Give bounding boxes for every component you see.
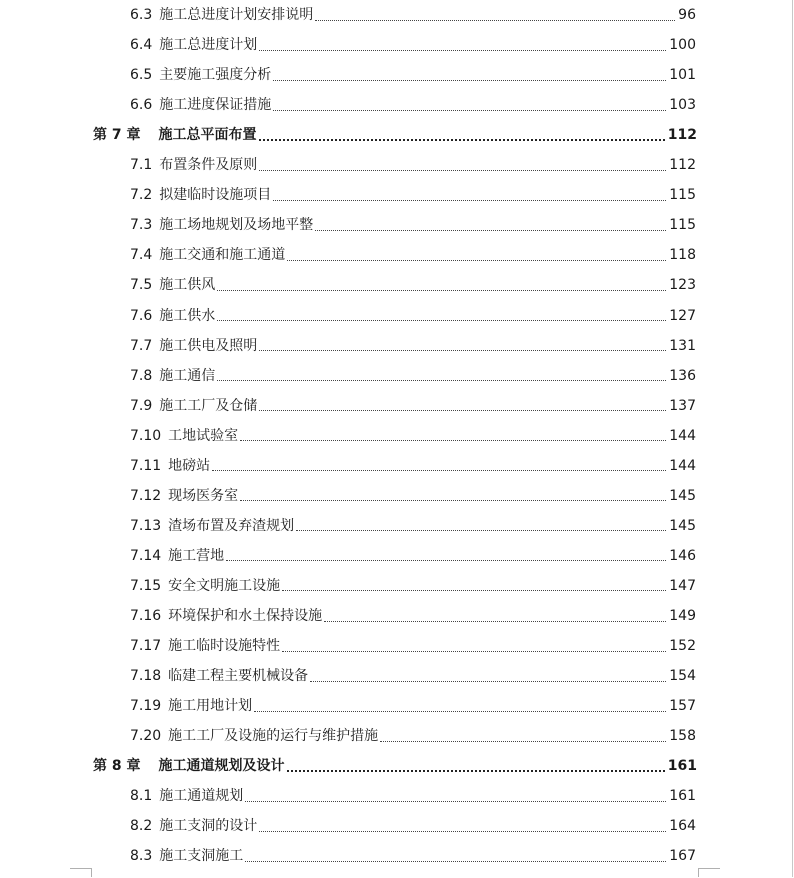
toc-dot-leader bbox=[259, 350, 666, 351]
toc-dot-leader bbox=[217, 320, 666, 321]
toc-entry-label bbox=[130, 517, 294, 535]
toc-page-number: 145 bbox=[669, 517, 696, 534]
toc-entry-title: 地磅站 bbox=[168, 457, 211, 474]
toc-section-entry[interactable] bbox=[0, 240, 794, 270]
toc-entry-title: 工地试验室 bbox=[168, 427, 239, 444]
toc-section-entry[interactable] bbox=[0, 721, 794, 751]
toc-entry-number: 7.3 bbox=[130, 217, 153, 234]
toc-section-entry[interactable] bbox=[0, 60, 794, 90]
toc-entry-number: 7.9 bbox=[130, 397, 153, 414]
toc-entry-number: 8.1 bbox=[130, 788, 153, 805]
toc-page-number: 136 bbox=[669, 367, 696, 384]
toc-entry-number: 7.15 bbox=[130, 577, 162, 594]
toc-entry-title: 主要施工强度分析 bbox=[159, 67, 272, 84]
toc-page-number: 115 bbox=[669, 187, 696, 204]
toc-entry-title: 环境保护和水土保持设施 bbox=[168, 608, 323, 624]
toc-dot-leader bbox=[380, 741, 666, 742]
toc-entry-number: 7.11 bbox=[130, 457, 162, 474]
toc-dot-leader bbox=[282, 651, 666, 652]
toc-entry-title: 现场医务室 bbox=[168, 487, 239, 504]
toc-dot-leader bbox=[245, 801, 666, 802]
toc-page-number: 103 bbox=[669, 97, 696, 114]
toc-dot-leader bbox=[315, 230, 666, 231]
toc-section-entry[interactable] bbox=[0, 691, 794, 721]
toc-entry-number: 7.7 bbox=[130, 337, 153, 354]
toc-entry-title: 施工交通和施工通道 bbox=[159, 247, 286, 264]
toc-entry-title: 布置条件及原则 bbox=[159, 157, 258, 174]
toc-entry-label bbox=[130, 667, 308, 685]
toc-entry-label bbox=[130, 817, 257, 835]
toc-dot-leader bbox=[273, 110, 666, 111]
toc-entry-label bbox=[130, 697, 252, 715]
toc-page-number: 131 bbox=[669, 337, 696, 354]
toc-page-number: 152 bbox=[669, 638, 696, 655]
toc-entry-label bbox=[93, 126, 257, 144]
toc-entry-label bbox=[130, 727, 378, 745]
toc-dot-leader bbox=[259, 50, 666, 51]
toc-entry-number: 7.13 bbox=[130, 517, 162, 534]
toc-entry-number: 7.17 bbox=[130, 638, 162, 655]
toc-dot-leader bbox=[212, 470, 666, 471]
toc-dot-leader bbox=[226, 560, 666, 561]
toc-entry-title: 施工总平面布置 bbox=[158, 127, 257, 144]
toc-entry-title: 施工支洞的设计 bbox=[159, 818, 258, 835]
toc-section-entry[interactable] bbox=[0, 270, 794, 300]
toc-entry-number: 7.16 bbox=[130, 608, 162, 624]
toc-dot-leader bbox=[259, 170, 666, 171]
toc-page-number: 158 bbox=[669, 728, 696, 745]
toc-entry-title: 拟建临时设施项目 bbox=[159, 187, 272, 204]
toc-dot-leader bbox=[240, 440, 666, 441]
toc-section-entry[interactable] bbox=[0, 511, 794, 541]
toc-section-entry[interactable] bbox=[0, 481, 794, 511]
toc-section-entry[interactable] bbox=[0, 781, 794, 811]
toc-section-entry[interactable] bbox=[0, 150, 794, 180]
toc-dot-leader bbox=[240, 500, 666, 501]
toc-entry-label bbox=[130, 36, 257, 54]
toc-dot-leader bbox=[287, 260, 666, 261]
toc-entry-title: 施工通信 bbox=[159, 367, 216, 384]
toc-dot-leader bbox=[259, 139, 665, 141]
toc-entry-title: 施工通道规划 bbox=[159, 788, 244, 805]
toc-page-number: 157 bbox=[669, 698, 696, 715]
toc-page-number: 137 bbox=[669, 397, 696, 414]
toc-dot-leader bbox=[324, 621, 666, 622]
toc-dot-leader bbox=[287, 770, 665, 772]
toc-entry-number: 7.4 bbox=[130, 247, 153, 264]
toc-section-entry[interactable] bbox=[0, 571, 794, 601]
toc-entry-title: 施工支洞施工 bbox=[159, 848, 244, 865]
toc-page-number: 145 bbox=[669, 487, 696, 504]
toc-dot-leader bbox=[217, 380, 666, 381]
toc-entry-label bbox=[130, 156, 257, 174]
toc-page-number: 115 bbox=[669, 217, 696, 234]
toc-entry-number: 6.5 bbox=[130, 67, 153, 84]
toc-entry-label bbox=[130, 6, 313, 24]
toc-section-entry[interactable] bbox=[0, 331, 794, 361]
toc-section-entry[interactable] bbox=[0, 841, 794, 871]
toc-entry-label bbox=[130, 607, 322, 625]
toc-entry-label bbox=[130, 96, 271, 114]
toc-entry-number: 第 8 章 bbox=[93, 758, 141, 775]
toc-section-entry[interactable] bbox=[0, 811, 794, 841]
toc-section-entry[interactable] bbox=[0, 391, 794, 421]
toc-entry-label bbox=[130, 246, 285, 264]
toc-entry-title: 施工总进度计划 bbox=[159, 37, 258, 54]
toc-section-entry[interactable] bbox=[0, 90, 794, 120]
toc-chapter-entry[interactable] bbox=[0, 120, 794, 150]
toc-page-number: 144 bbox=[669, 457, 696, 474]
toc-dot-leader bbox=[259, 410, 666, 411]
toc-entry-label bbox=[130, 337, 257, 355]
toc-chapter-entry[interactable] bbox=[0, 751, 794, 781]
toc-entry-label bbox=[93, 757, 285, 775]
toc-dot-leader bbox=[217, 290, 666, 291]
toc-entry-title: 施工供水 bbox=[159, 307, 216, 324]
toc-section-entry[interactable] bbox=[0, 601, 794, 631]
toc-section-entry[interactable] bbox=[0, 361, 794, 391]
toc-entry-title: 施工供电及照明 bbox=[159, 337, 258, 354]
toc-page-number: 100 bbox=[669, 37, 696, 54]
toc-section-entry[interactable] bbox=[0, 661, 794, 691]
toc-entry-label bbox=[130, 276, 215, 294]
toc-entry-label bbox=[130, 787, 243, 805]
toc-entry-number: 7.1 bbox=[130, 157, 153, 174]
toc-entry-title: 施工通道规划及设计 bbox=[158, 758, 285, 775]
toc-page-number: 112 bbox=[667, 127, 697, 144]
toc-page-number: 112 bbox=[669, 157, 696, 174]
toc-page-number: 123 bbox=[669, 277, 696, 294]
toc-section-entry[interactable] bbox=[0, 301, 794, 331]
toc-section-entry[interactable] bbox=[0, 451, 794, 481]
toc-entry-label bbox=[130, 577, 280, 595]
toc-page-number: 118 bbox=[669, 247, 696, 264]
toc-dot-leader bbox=[273, 80, 666, 81]
toc-entry-title: 施工供风 bbox=[159, 277, 216, 294]
toc-section-entry[interactable] bbox=[0, 210, 794, 240]
toc-entry-label bbox=[130, 547, 224, 565]
toc-page-number: 154 bbox=[669, 668, 696, 685]
toc-section-entry[interactable] bbox=[0, 421, 794, 451]
toc-dot-leader bbox=[282, 590, 666, 591]
toc-entry-title: 渣场布置及弃渣规划 bbox=[168, 517, 295, 534]
toc-entry-title: 施工用地计划 bbox=[168, 698, 253, 715]
toc-entry-label bbox=[130, 637, 280, 655]
toc-entry-label bbox=[130, 457, 210, 475]
toc-dot-leader bbox=[315, 20, 675, 21]
toc-dot-leader bbox=[310, 681, 666, 682]
toc-page-number: 144 bbox=[669, 427, 696, 444]
toc-entry-number: 6.6 bbox=[130, 97, 153, 114]
toc-entry-title: 施工进度保证措施 bbox=[159, 97, 272, 114]
toc-section-entry[interactable] bbox=[0, 0, 794, 30]
toc-section-entry[interactable] bbox=[0, 541, 794, 571]
toc-dot-leader bbox=[254, 711, 666, 712]
toc-entry-number: 7.14 bbox=[130, 547, 162, 564]
toc-page-number: 161 bbox=[669, 788, 696, 805]
toc-entry-title: 安全文明施工设施 bbox=[168, 577, 281, 594]
toc-entry-number: 7.12 bbox=[130, 487, 162, 504]
toc-page-number: 164 bbox=[669, 818, 696, 835]
toc-entry-label bbox=[130, 66, 271, 84]
toc-page-number: 161 bbox=[667, 758, 697, 775]
toc-entry-label bbox=[130, 186, 271, 204]
toc-entry-number: 7.5 bbox=[130, 277, 153, 294]
toc-section-entry[interactable] bbox=[0, 30, 794, 60]
toc-entry-number: 7.20 bbox=[130, 728, 162, 745]
toc-entry-label bbox=[130, 397, 257, 415]
toc-entry-number: 6.3 bbox=[130, 7, 153, 23]
toc-entry-title: 临建工程主要机械设备 bbox=[168, 668, 309, 685]
toc-entry-number: 7.19 bbox=[130, 698, 162, 715]
toc-entry-title: 施工营地 bbox=[168, 547, 225, 564]
toc-entry-label bbox=[130, 847, 243, 865]
toc-dot-leader bbox=[273, 200, 666, 201]
toc-entry-number: 第 7 章 bbox=[93, 127, 141, 144]
toc-section-entry[interactable] bbox=[0, 631, 794, 661]
toc-dot-leader bbox=[259, 831, 666, 832]
toc-dot-leader bbox=[296, 530, 666, 531]
toc-entry-number: 7.2 bbox=[130, 187, 153, 204]
toc-page-number: 146 bbox=[669, 547, 696, 564]
toc-entry-title: 施工总进度计划安排说明 bbox=[159, 7, 314, 23]
toc-entry-number: 8.3 bbox=[130, 848, 153, 865]
toc-page-number: 167 bbox=[669, 848, 696, 865]
toc-entry-title: 施工工厂及仓储 bbox=[159, 397, 258, 414]
toc-entry-number: 6.4 bbox=[130, 37, 153, 54]
toc-page-number: 147 bbox=[669, 577, 696, 594]
toc-entry-number: 7.10 bbox=[130, 427, 162, 444]
toc-entry-number: 7.8 bbox=[130, 367, 153, 384]
toc-entry-label bbox=[130, 307, 215, 325]
toc-page-number: 149 bbox=[669, 608, 696, 624]
toc-section-entry[interactable] bbox=[0, 180, 794, 210]
toc-entry-title: 施工临时设施特性 bbox=[168, 638, 281, 655]
toc-entry-label bbox=[130, 216, 313, 234]
page-edge-divider bbox=[792, 0, 793, 877]
toc-page-number: 96 bbox=[678, 7, 696, 23]
toc-entry-label bbox=[130, 487, 238, 505]
toc-entry-number: 7.18 bbox=[130, 668, 162, 685]
toc-entry-number: 7.6 bbox=[130, 307, 153, 324]
toc-page-number: 101 bbox=[669, 67, 696, 84]
toc-page-number: 127 bbox=[669, 307, 696, 324]
toc-entry-label bbox=[130, 427, 238, 445]
toc-entry-title: 施工工厂及设施的运行与维护措施 bbox=[168, 728, 379, 745]
toc-entry-label bbox=[130, 367, 215, 385]
toc-entry-number: 8.2 bbox=[130, 818, 153, 835]
toc-entry-title: 施工场地规划及场地平整 bbox=[159, 217, 314, 234]
toc-dot-leader bbox=[245, 861, 666, 862]
